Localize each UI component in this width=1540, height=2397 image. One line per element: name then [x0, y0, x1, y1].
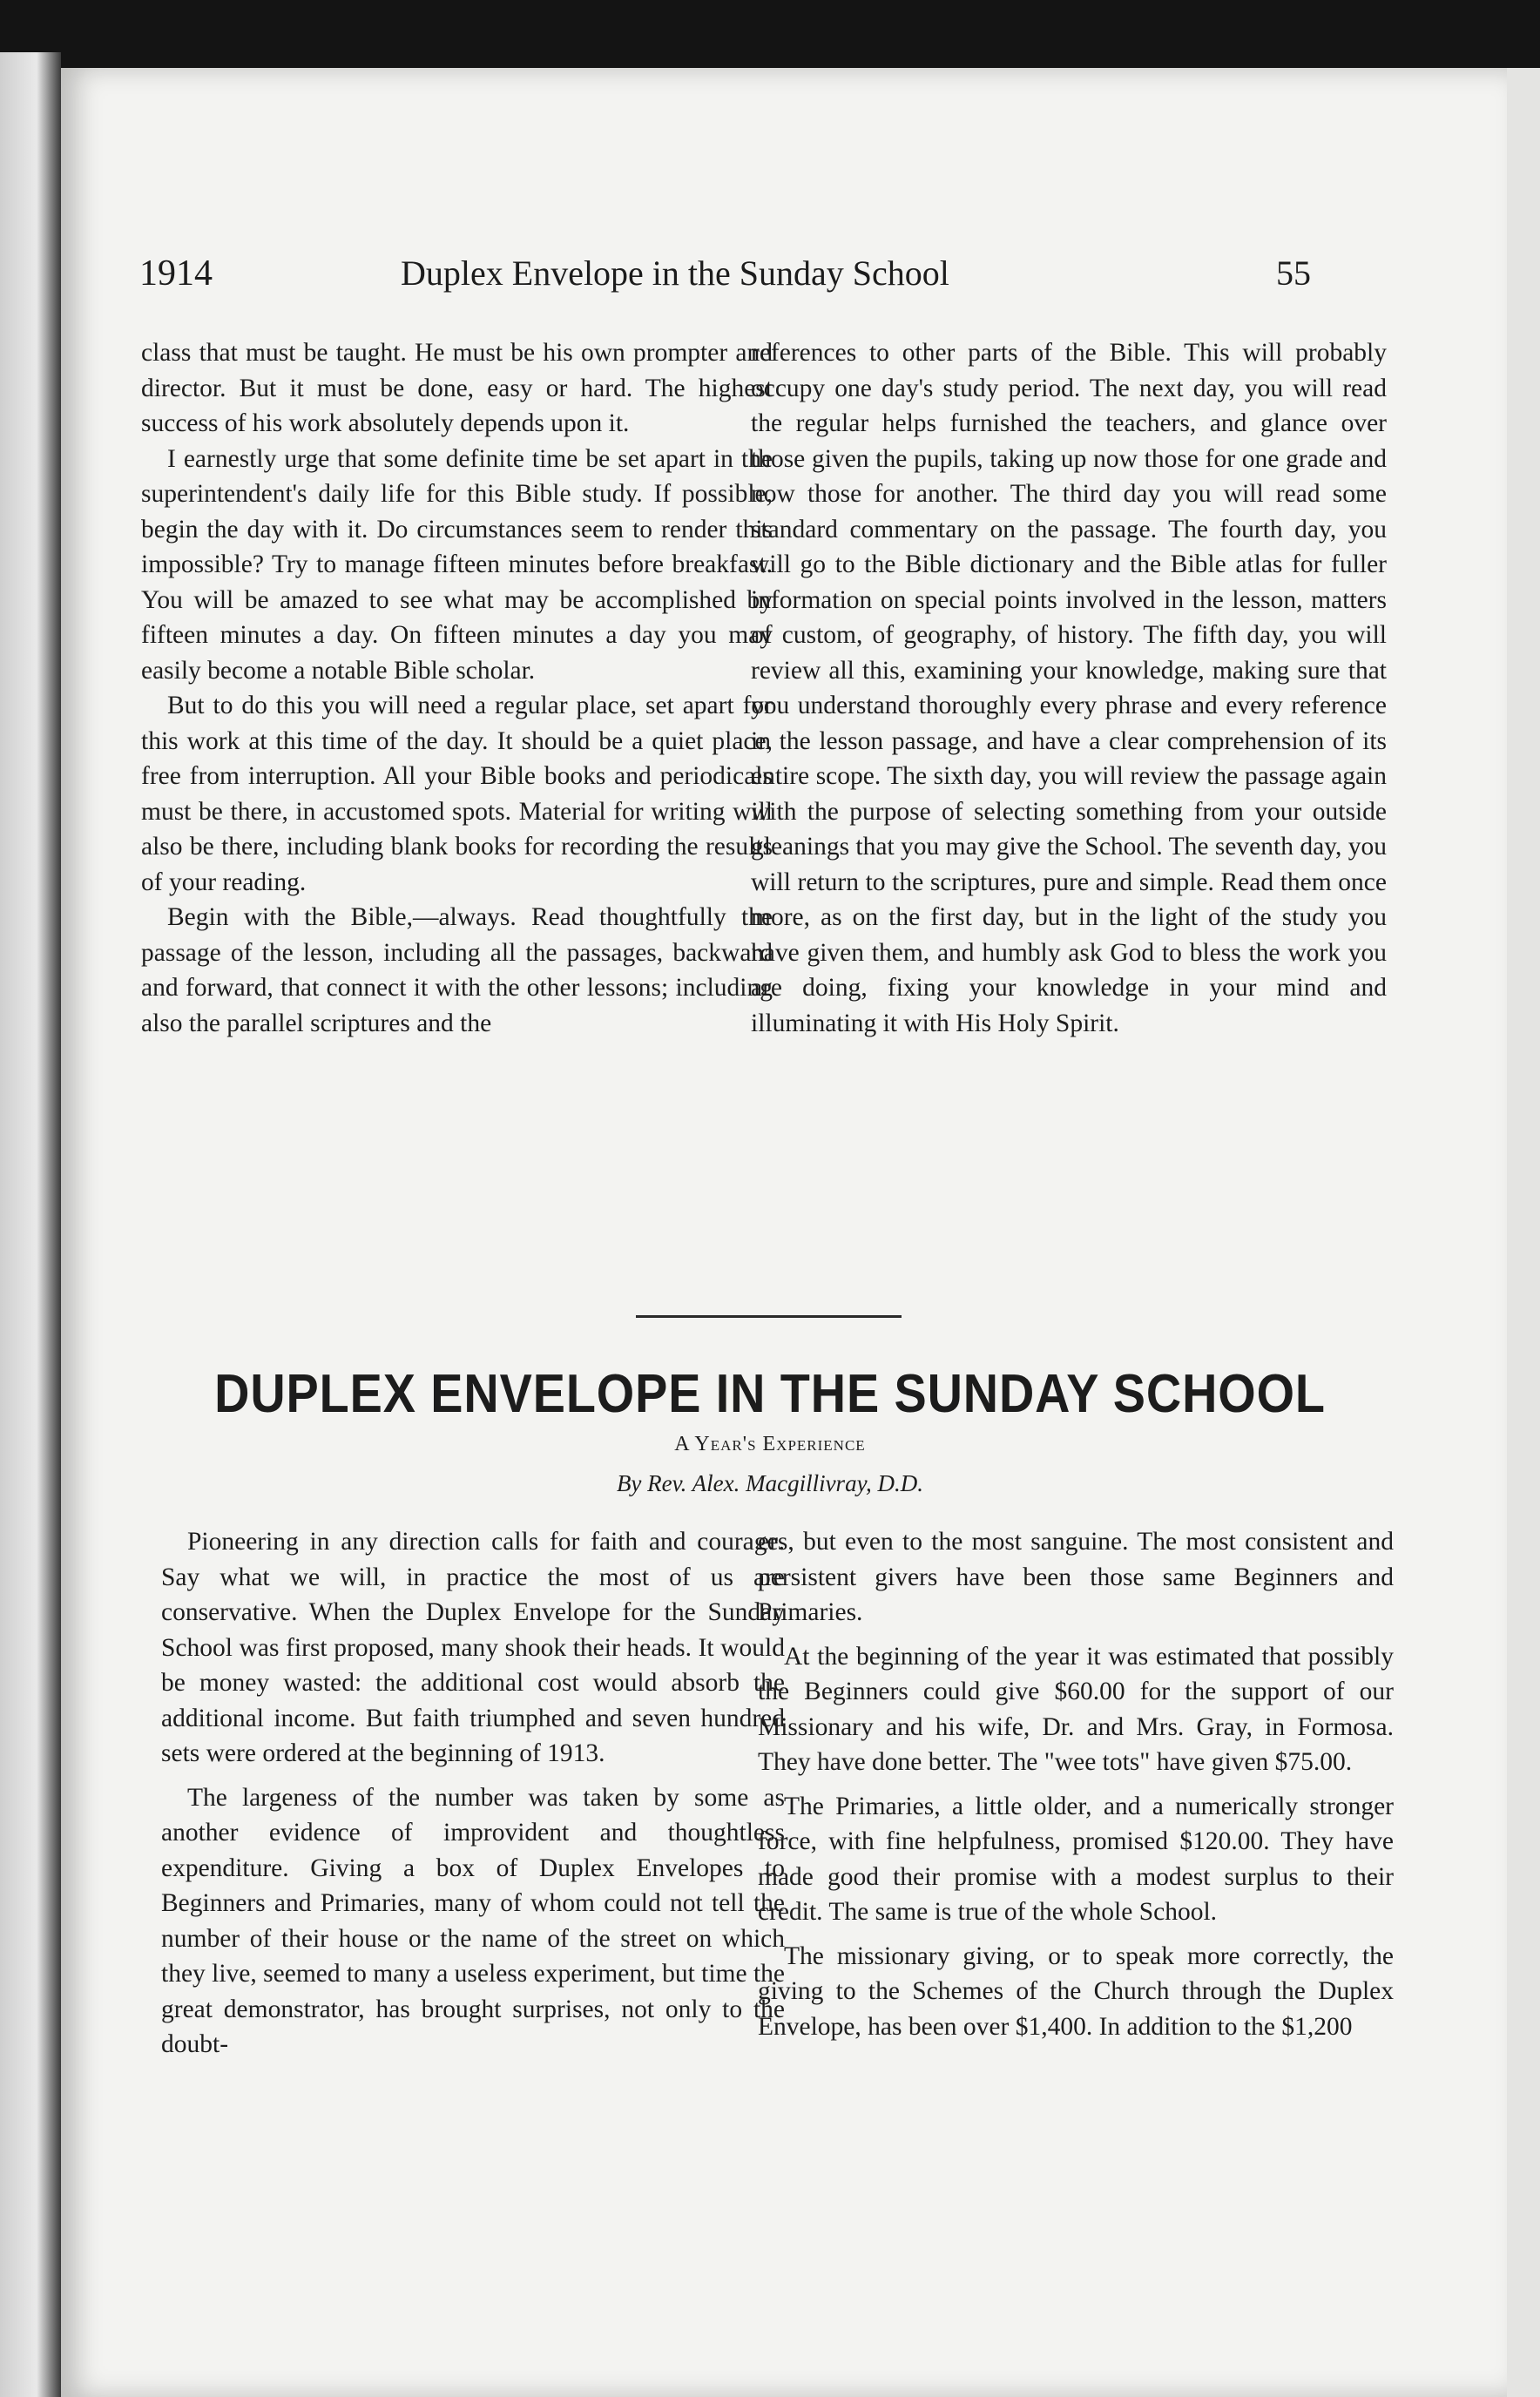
article-subtitle: A Year's Experience [674, 1433, 866, 1455]
paragraph: I earnestly urge that some definite time be set apart in the superintendent's daily life for this Bible study. If possible, begin the day with it. Do circumstances seem to render this impossible? Try to manage fifteen minutes before breakfast. You will be amazed to see what may be accomplished by fifteen minutes a day. On fifteen minutes a day you may easily become a notable Bible scholar. [141, 444, 773, 685]
paragraph: references to other parts of the Bible. This will probably occupy one day's study period. The next day, you will read the regular helps furnished the teachers, and glance over those given the pupils, taking up now those for one grade and now those for another. The third day you will read some standard commentary on the passage. The fourth day, you will go to the Bible dictionary and the Bible atlas for fuller information on special points involved in the lesson, matters of custom, of geography, of history. The fifth day, you will review all this, examining your knowledge, making sure that you understand thoroughly every phrase and every reference in the lesson passage, and have a clear comprehension of its entire scope. The sixth day, you will review the passage again with the purpose of selecting something from your outside gleanings that you may give the School. The seventh day, you will return to the scriptures, pure and simple. Read them once more, as on the first day, but in the light of the study you have given them, and humbly ask God to bless the work you are doing, fixing your knowledge in your mind and illuminating it with His Holy Spirit. [751, 339, 1387, 1037]
paragraph: The missionary giving, or to speak more correctly, the giving to the Schemes of the Church through the Duplex Envelope, has been over $1,400. In addition to the $1,200 [758, 1941, 1394, 2041]
article-byline: By Rev. Alex. Macgillivray, D.D. [616, 1470, 924, 1496]
paragraph: class that must be taught. He must be his own prompter and director. But it must be done, easy or hard. The highest success of his work absolutely depends upon it. [141, 339, 773, 437]
top-left-column [141, 335, 773, 1041]
paragraph: The Primaries, a little older, and a numerically stronger force, with fine helpfulness, promised $120.00. They have made good their promise with a modest surplus to their credit. The same is true of the whole School. [758, 1792, 1394, 1926]
bottom-right-column [758, 1524, 1394, 2053]
paragraph: Pioneering in any direction calls for faith and courage. Say what we will, in practice the most of us are conservative. When the Duplex Envelope for the Sunday School was first proposed, many shook their heads. It would be money wasted: the additional cost would absorb the additional income. But faith triumphed and seven hundred sets were ordered at the beginning of 1913. [161, 1528, 785, 1767]
section-divider [636, 1315, 902, 1318]
paragraph: At the beginning of the year it was estimated that possibly the Beginners could give $60.00 for the support of our Missionary and his wife, Dr. and Mrs. Gray, in Formosa. They have done better. The "wee tots" have given $75.00. [758, 1642, 1394, 1776]
paragraph: Begin with the Bible,—always. Read thoughtfully the passage of the lesson, including all the passages, backward and forward, that connect it with the other lessons; including also the parallel scriptures and the [141, 903, 773, 1037]
paragraph: But to do this you will need a regular place, set apart for this work at this time of the day. It should be a quiet place, free from interruption. All your Bible books and periodicals must be there, in accustomed spots. Material for writing will also be there, including blank books for recording the results of your reading. [141, 692, 773, 896]
header-year: 1914 [139, 253, 213, 294]
page-number: 55 [1276, 253, 1311, 293]
bottom-left-column [161, 1524, 785, 2071]
running-header [0, 253, 1540, 305]
paragraph: ers, but even to the most sanguine. The most consistent and persistent givers have been those same Beginners and Primaries. [758, 1528, 1394, 1626]
paragraph: The largeness of the number was taken by some as another evidence of improvident and thoughtless expenditure. Giving a box of Duplex Envelopes to Beginners and Primaries, many of whom could not tell the number of their house or the name of the street on which they live, seemed to many a useless experiment, but time the great demonstrator, has brought surprises, not only to the doubt- [161, 1783, 785, 2058]
header-title: Duplex Envelope in the Sunday School [401, 253, 949, 293]
top-right-column [751, 335, 1387, 1041]
article-title: DUPLEX ENVELOPE IN THE SUNDAY SCHOOL [214, 1364, 1326, 1424]
